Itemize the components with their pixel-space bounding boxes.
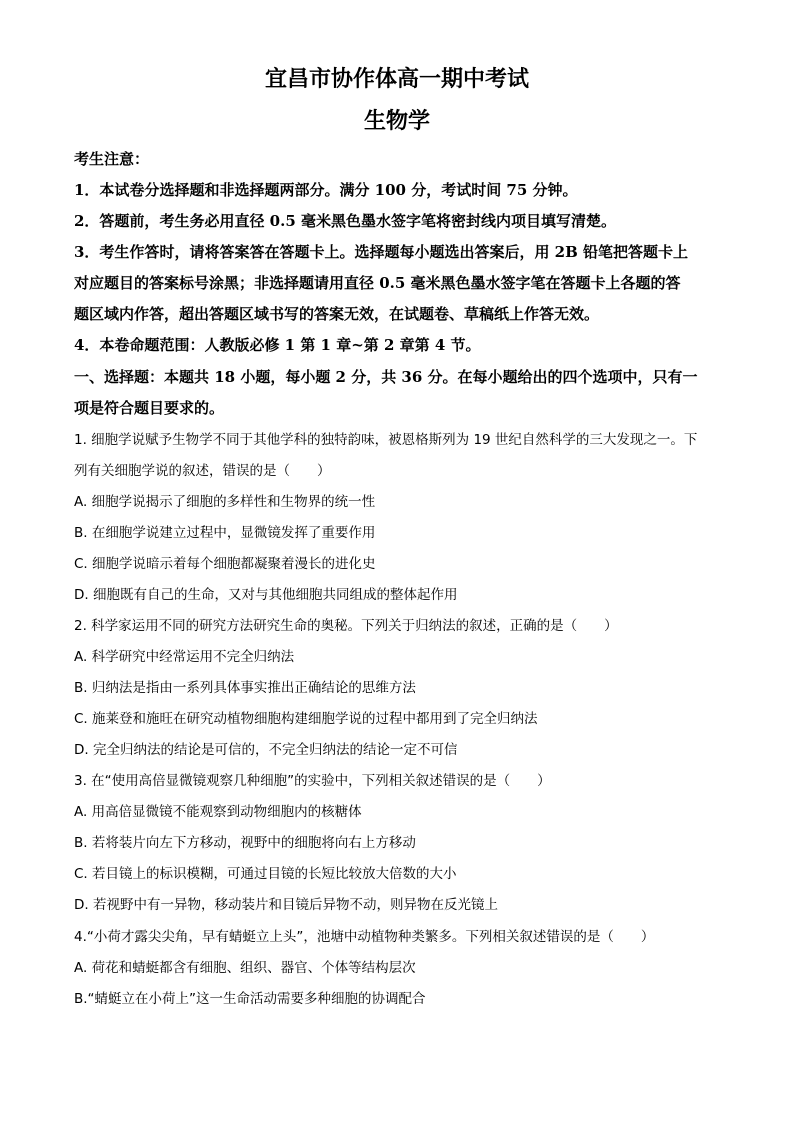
question-option: A. 细胞学说揭示了细胞的多样性和生物界的统一性 [74, 494, 376, 510]
question-stem: 1. 细胞学说赋予生物学不同于其他学科的独特韵味，被恩格斯列为 19 世纪自然科学的三大发现之一。下 [74, 432, 698, 448]
question-option: C. 施莱登和施旺在研究动植物细胞构建细胞学说的过程中都用到了完全归纳法 [74, 711, 538, 727]
question-stem: 2. 科学家运用不同的研究方法研究生命的奥秘。下列关于归纳法的叙述，正确的是（ ） [74, 618, 618, 634]
question-option: C. 若目镜上的标识模糊，可通过目镜的长短比较放大倍数的大小 [74, 866, 457, 882]
question-stem: 列有关细胞学说的叙述，错误的是（ ） [74, 463, 331, 479]
notice-item: 对应题目的答案标号涂黑；非选择题请用直径 0.5 毫米黑色墨水签字笔在答题卡上各题的答 [74, 274, 681, 292]
question-option: B.“蜻蜓立在小荷上”这一生命活动需要多种细胞的协调配合 [74, 991, 426, 1007]
notice-item: 1．本试卷分选择题和非选择题两部分。满分 100 分，考试时间 75 分钟。 [74, 181, 578, 199]
question-stem: 4.“小荷才露尖尖角，早有蜻蜓立上头”，池塘中动植物种类繁多。下列相关叙述错误的是（ ） [74, 929, 655, 945]
question-option: A. 用高倍显微镜不能观察到动物细胞内的核糖体 [74, 804, 362, 820]
notice-heading: 考生注意： [74, 150, 150, 168]
question-option: A. 荷花和蜻蜓都含有细胞、组织、器官、个体等结构层次 [74, 960, 416, 976]
notice-item: 3．考生作答时，请将答案答在答题卡上。选择题每小题选出答案后，用 2B 铅笔把答题卡上 [74, 243, 689, 261]
exam-title: 宜昌市协作体高一期中考试 [264, 66, 529, 92]
question-option: D. 细胞既有自己的生命，又对与其他细胞共同组成的整体起作用 [74, 587, 458, 603]
section-heading-cont: 项是符合题目要求的。 [74, 399, 225, 417]
question-option: D. 完全归纳法的结论是可信的，不完全归纳法的结论一定不可信 [74, 742, 458, 758]
question-option: D. 若视野中有一异物，移动装片和目镜后异物不动，则异物在反光镜上 [74, 897, 498, 913]
section-heading: 一、选择题：本题共 18 小题，每小题 2 分，共 36 分。在每小题给出的四个选项中，只有一 [74, 368, 698, 386]
question-option: A. 科学研究中经常运用不完全归纳法 [74, 649, 295, 665]
question-option: B. 若将装片向左下方移动，视野中的细胞将向右上方移动 [74, 835, 416, 851]
question-option: C. 细胞学说暗示着每个细胞都凝聚着漫长的进化史 [74, 556, 376, 572]
question-option: B. 在细胞学说建立过程中，显微镜发挥了重要作用 [74, 525, 376, 541]
notice-item: 2．答题前，考生务必用直径 0.5 毫米黑色墨水签字笔将密封线内项目填写清楚。 [74, 212, 616, 230]
subject-title: 生物学 [363, 108, 430, 134]
question-stem: 3. 在“使用高倍显微镜观察几种细胞”的实验中，下列相关叙述错误的是（ ） [74, 773, 551, 789]
notice-item: 4．本卷命题范围：人教版必修 1 第 1 章~第 2 章第 4 节。 [74, 336, 481, 354]
notice-item: 题区域内作答，超出答题区域书写的答案无效，在试题卷、草稿纸上作答无效。 [74, 305, 600, 323]
question-option: B. 归纳法是指由一系列具体事实推出正确结论的思维方法 [74, 680, 416, 696]
